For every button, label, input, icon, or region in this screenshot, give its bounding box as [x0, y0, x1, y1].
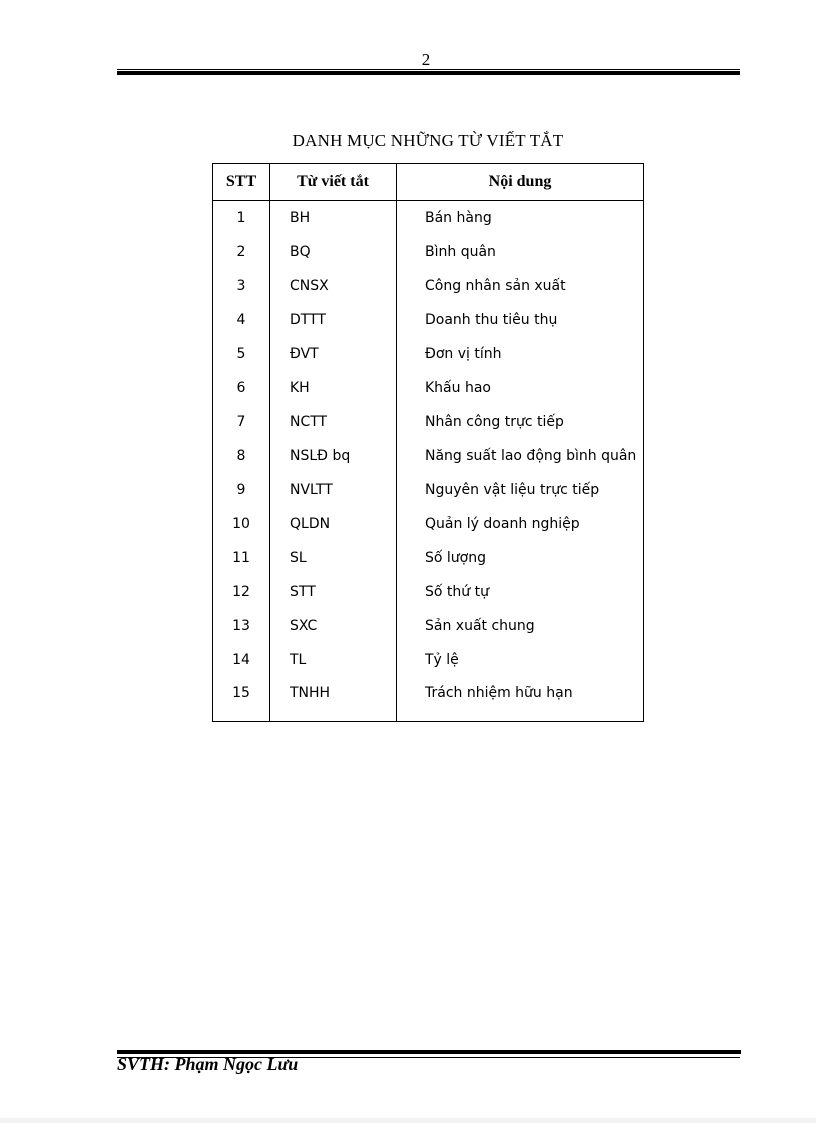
table-row — [213, 235, 644, 269]
row-stt: 14 — [213, 643, 270, 677]
row-content: Tỷ lệ — [397, 643, 644, 677]
row-content: Nhân công trực tiếp — [397, 405, 644, 439]
row-content: Số lượng — [397, 541, 644, 575]
row-stt: 5 — [213, 337, 270, 371]
table-row — [213, 507, 644, 541]
row-stt: 3 — [213, 269, 270, 303]
table-row — [213, 541, 644, 575]
column-header-abbreviation: Từ viết tắt — [270, 164, 397, 201]
table-row — [213, 575, 644, 609]
page-bottom-edge — [0, 1118, 816, 1123]
row-abbreviation: BQ — [270, 235, 397, 269]
table-row — [213, 371, 644, 405]
row-abbreviation: CNSX — [270, 269, 397, 303]
row-stt: 9 — [213, 473, 270, 507]
row-abbreviation: NSLĐ bq — [270, 439, 397, 473]
page-title: DANH MỤC NHỮNG TỪ VIẾT TẮT — [292, 131, 564, 150]
row-content: Trách nhiệm hữu hạn — [397, 677, 644, 722]
table-row — [213, 439, 644, 473]
row-abbreviation: STT — [270, 575, 397, 609]
row-abbreviation: BH — [270, 201, 397, 236]
row-abbreviation: KH — [270, 371, 397, 405]
row-content: Khấu hao — [397, 371, 644, 405]
row-stt: 11 — [213, 541, 270, 575]
row-content: Doanh thu tiêu thụ — [397, 303, 644, 337]
row-abbreviation: ĐVT — [270, 337, 397, 371]
table-row — [213, 609, 644, 643]
table-row — [213, 677, 644, 722]
table-row — [213, 201, 644, 236]
row-abbreviation: TL — [270, 643, 397, 677]
column-header-content: Nội dung — [397, 164, 644, 201]
row-content: Nguyên vật liệu trực tiếp — [397, 473, 644, 507]
table-row — [213, 473, 644, 507]
row-stt: 12 — [213, 575, 270, 609]
row-stt: 10 — [213, 507, 270, 541]
table-row — [213, 405, 644, 439]
row-content: Bình quân — [397, 235, 644, 269]
page-number: 2 — [421, 50, 431, 69]
row-stt: 15 — [213, 677, 270, 722]
row-abbreviation: DTTT — [270, 303, 397, 337]
row-stt: 13 — [213, 609, 270, 643]
row-content: Số thứ tự — [397, 575, 644, 609]
row-abbreviation: QLDN — [270, 507, 397, 541]
row-abbreviation: NCTT — [270, 405, 397, 439]
row-content: Đơn vị tính — [397, 337, 644, 371]
row-content: Năng suất lao động bình quân — [397, 439, 644, 473]
row-content: Quản lý doanh nghiệp — [397, 507, 644, 541]
row-content: Sản xuất chung — [397, 609, 644, 643]
header-rule-thin — [117, 69, 740, 70]
footer-author: SVTH: Phạm Ngọc Lưu — [117, 1054, 299, 1074]
row-stt: 6 — [213, 371, 270, 405]
table-row — [213, 269, 644, 303]
row-abbreviation: SXC — [270, 609, 397, 643]
table-row — [213, 303, 644, 337]
row-abbreviation: SL — [270, 541, 397, 575]
row-content: Bán hàng — [397, 201, 644, 236]
row-stt: 7 — [213, 405, 270, 439]
table-row — [213, 643, 644, 677]
row-stt: 8 — [213, 439, 270, 473]
row-stt: 1 — [213, 201, 270, 236]
abbreviation-table — [212, 163, 644, 722]
row-abbreviation: NVLTT — [270, 473, 397, 507]
row-content: Công nhân sản xuất — [397, 269, 644, 303]
column-header-stt: STT — [213, 164, 270, 201]
row-stt: 2 — [213, 235, 270, 269]
row-stt: 4 — [213, 303, 270, 337]
table-header-row — [213, 164, 644, 201]
row-abbreviation: TNHH — [270, 677, 397, 722]
table-row — [213, 337, 644, 371]
header-rule-thick — [117, 71, 740, 75]
